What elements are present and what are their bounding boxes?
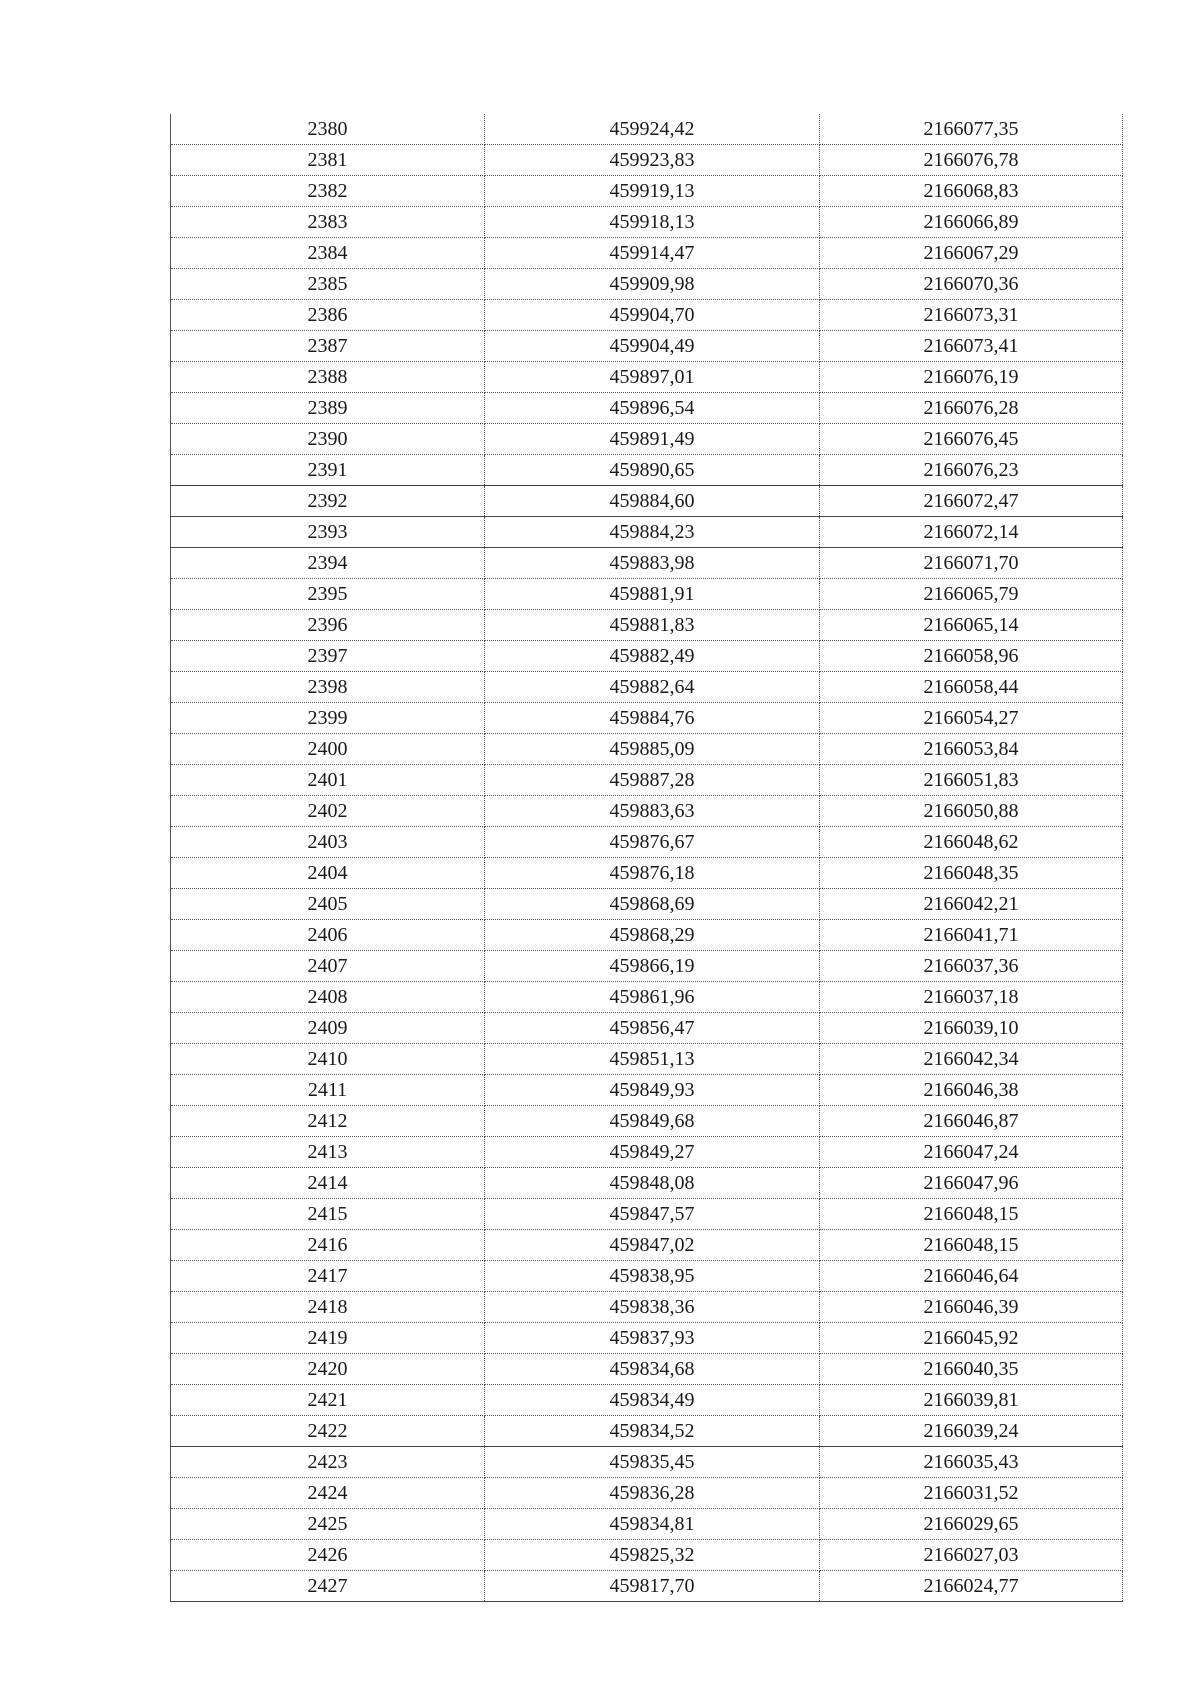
table-row [171, 1571, 1123, 1602]
point-number-cell: 2400 [171, 734, 485, 765]
point-number-cell: 2383 [171, 207, 485, 238]
y-coordinate-cell: 2166042,21 [820, 889, 1123, 920]
y-coordinate-cell: 2166073,41 [820, 331, 1123, 362]
x-coordinate-cell: 459868,29 [485, 920, 820, 951]
x-coordinate-cell: 459883,98 [485, 548, 820, 579]
point-number-cell: 2393 [171, 517, 485, 548]
point-number-cell: 2422 [171, 1416, 485, 1447]
x-coordinate-cell: 459914,47 [485, 238, 820, 269]
point-number-cell: 2412 [171, 1106, 485, 1137]
x-coordinate-cell: 459918,13 [485, 207, 820, 238]
table-row [171, 362, 1123, 393]
x-coordinate-cell: 459817,70 [485, 1571, 820, 1602]
point-number-cell: 2426 [171, 1540, 485, 1571]
table-row [171, 1292, 1123, 1323]
point-number-cell: 2386 [171, 300, 485, 331]
x-coordinate-cell: 459904,49 [485, 331, 820, 362]
table-row [171, 145, 1123, 176]
x-coordinate-cell: 459838,95 [485, 1261, 820, 1292]
point-number-cell: 2390 [171, 424, 485, 455]
table-row [171, 1385, 1123, 1416]
x-coordinate-cell: 459909,98 [485, 269, 820, 300]
y-coordinate-cell: 2166070,36 [820, 269, 1123, 300]
x-coordinate-cell: 459851,13 [485, 1044, 820, 1075]
point-number-cell: 2392 [171, 486, 485, 517]
table-row [171, 1354, 1123, 1385]
y-coordinate-cell: 2166039,10 [820, 1013, 1123, 1044]
y-coordinate-cell: 2166077,35 [820, 114, 1123, 145]
table-row [171, 1416, 1123, 1447]
y-coordinate-cell: 2166076,19 [820, 362, 1123, 393]
y-coordinate-cell: 2166058,96 [820, 641, 1123, 672]
x-coordinate-cell: 459856,47 [485, 1013, 820, 1044]
y-coordinate-cell: 2166072,14 [820, 517, 1123, 548]
x-coordinate-cell: 459883,63 [485, 796, 820, 827]
y-coordinate-cell: 2166037,36 [820, 951, 1123, 982]
point-number-cell: 2424 [171, 1478, 485, 1509]
table-row [171, 1075, 1123, 1106]
point-number-cell: 2420 [171, 1354, 485, 1385]
point-number-cell: 2404 [171, 858, 485, 889]
y-coordinate-cell: 2166076,23 [820, 455, 1123, 486]
y-coordinate-cell: 2166029,65 [820, 1509, 1123, 1540]
y-coordinate-cell: 2166065,14 [820, 610, 1123, 641]
table-row [171, 207, 1123, 238]
x-coordinate-cell: 459924,42 [485, 114, 820, 145]
point-number-cell: 2417 [171, 1261, 485, 1292]
y-coordinate-cell: 2166046,64 [820, 1261, 1123, 1292]
table-row [171, 672, 1123, 703]
y-coordinate-cell: 2166076,78 [820, 145, 1123, 176]
point-number-cell: 2427 [171, 1571, 485, 1602]
y-coordinate-cell: 2166048,62 [820, 827, 1123, 858]
point-number-cell: 2411 [171, 1075, 485, 1106]
point-number-cell: 2394 [171, 548, 485, 579]
x-coordinate-cell: 459884,60 [485, 486, 820, 517]
point-number-cell: 2389 [171, 393, 485, 424]
point-number-cell: 2414 [171, 1168, 485, 1199]
y-coordinate-cell: 2166035,43 [820, 1447, 1123, 1478]
y-coordinate-cell: 2166073,31 [820, 300, 1123, 331]
point-number-cell: 2396 [171, 610, 485, 641]
y-coordinate-cell: 2166046,39 [820, 1292, 1123, 1323]
x-coordinate-cell: 459884,76 [485, 703, 820, 734]
x-coordinate-cell: 459836,28 [485, 1478, 820, 1509]
y-coordinate-cell: 2166048,35 [820, 858, 1123, 889]
point-number-cell: 2418 [171, 1292, 485, 1323]
x-coordinate-cell: 459882,64 [485, 672, 820, 703]
point-number-cell: 2397 [171, 641, 485, 672]
table-row [171, 610, 1123, 641]
x-coordinate-cell: 459897,01 [485, 362, 820, 393]
y-coordinate-cell: 2166041,71 [820, 920, 1123, 951]
table-row [171, 982, 1123, 1013]
x-coordinate-cell: 459881,83 [485, 610, 820, 641]
x-coordinate-cell: 459887,28 [485, 765, 820, 796]
x-coordinate-cell: 459904,70 [485, 300, 820, 331]
y-coordinate-cell: 2166071,70 [820, 548, 1123, 579]
point-number-cell: 2398 [171, 672, 485, 703]
x-coordinate-cell: 459835,45 [485, 1447, 820, 1478]
table-row [171, 424, 1123, 455]
point-number-cell: 2421 [171, 1385, 485, 1416]
y-coordinate-cell: 2166058,44 [820, 672, 1123, 703]
point-number-cell: 2409 [171, 1013, 485, 1044]
point-number-cell: 2395 [171, 579, 485, 610]
x-coordinate-cell: 459923,83 [485, 145, 820, 176]
point-number-cell: 2384 [171, 238, 485, 269]
y-coordinate-cell: 2166047,96 [820, 1168, 1123, 1199]
table-row [171, 548, 1123, 579]
x-coordinate-cell: 459849,27 [485, 1137, 820, 1168]
x-coordinate-cell: 459885,09 [485, 734, 820, 765]
table-row [171, 1323, 1123, 1354]
table-row [171, 455, 1123, 486]
y-coordinate-cell: 2166048,15 [820, 1230, 1123, 1261]
table-row [171, 889, 1123, 920]
x-coordinate-cell: 459847,57 [485, 1199, 820, 1230]
point-number-cell: 2413 [171, 1137, 485, 1168]
point-number-cell: 2388 [171, 362, 485, 393]
y-coordinate-cell: 2166027,03 [820, 1540, 1123, 1571]
table-row [171, 238, 1123, 269]
table-row [171, 1261, 1123, 1292]
table-row [171, 827, 1123, 858]
y-coordinate-cell: 2166076,45 [820, 424, 1123, 455]
table-row [171, 269, 1123, 300]
point-number-cell: 2387 [171, 331, 485, 362]
point-number-cell: 2423 [171, 1447, 485, 1478]
x-coordinate-cell: 459896,54 [485, 393, 820, 424]
y-coordinate-cell: 2166039,81 [820, 1385, 1123, 1416]
table-row [171, 1044, 1123, 1075]
x-coordinate-cell: 459891,49 [485, 424, 820, 455]
x-coordinate-cell: 459847,02 [485, 1230, 820, 1261]
point-number-cell: 2406 [171, 920, 485, 951]
x-coordinate-cell: 459876,18 [485, 858, 820, 889]
point-number-cell: 2408 [171, 982, 485, 1013]
point-number-cell: 2402 [171, 796, 485, 827]
table-row [171, 858, 1123, 889]
table-row [171, 517, 1123, 548]
point-number-cell: 2410 [171, 1044, 485, 1075]
table-row [171, 1168, 1123, 1199]
table-row [171, 1013, 1123, 1044]
point-number-cell: 2381 [171, 145, 485, 176]
table-row [171, 1230, 1123, 1261]
table-row [171, 703, 1123, 734]
y-coordinate-cell: 2166076,28 [820, 393, 1123, 424]
point-number-cell: 2385 [171, 269, 485, 300]
x-coordinate-cell: 459834,68 [485, 1354, 820, 1385]
point-number-cell: 2407 [171, 951, 485, 982]
table-row [171, 1199, 1123, 1230]
table-row [171, 1447, 1123, 1478]
y-coordinate-cell: 2166068,83 [820, 176, 1123, 207]
x-coordinate-cell: 459919,13 [485, 176, 820, 207]
table-row [171, 393, 1123, 424]
y-coordinate-cell: 2166039,24 [820, 1416, 1123, 1447]
x-coordinate-cell: 459890,65 [485, 455, 820, 486]
x-coordinate-cell: 459834,52 [485, 1416, 820, 1447]
table-row [171, 1137, 1123, 1168]
table-row [171, 1478, 1123, 1509]
table-row [171, 331, 1123, 362]
coordinates-table [170, 114, 1123, 1602]
point-number-cell: 2419 [171, 1323, 485, 1354]
x-coordinate-cell: 459861,96 [485, 982, 820, 1013]
x-coordinate-cell: 459881,91 [485, 579, 820, 610]
table-row [171, 951, 1123, 982]
point-number-cell: 2403 [171, 827, 485, 858]
table-row [171, 920, 1123, 951]
y-coordinate-cell: 2166037,18 [820, 982, 1123, 1013]
y-coordinate-cell: 2166050,88 [820, 796, 1123, 827]
y-coordinate-cell: 2166053,84 [820, 734, 1123, 765]
x-coordinate-cell: 459849,93 [485, 1075, 820, 1106]
x-coordinate-cell: 459866,19 [485, 951, 820, 982]
y-coordinate-cell: 2166046,87 [820, 1106, 1123, 1137]
y-coordinate-cell: 2166072,47 [820, 486, 1123, 517]
x-coordinate-cell: 459882,49 [485, 641, 820, 672]
point-number-cell: 2415 [171, 1199, 485, 1230]
point-number-cell: 2391 [171, 455, 485, 486]
y-coordinate-cell: 2166031,52 [820, 1478, 1123, 1509]
point-number-cell: 2425 [171, 1509, 485, 1540]
x-coordinate-cell: 459884,23 [485, 517, 820, 548]
y-coordinate-cell: 2166048,15 [820, 1199, 1123, 1230]
y-coordinate-cell: 2166024,77 [820, 1571, 1123, 1602]
table-row [171, 1106, 1123, 1137]
table-row [171, 486, 1123, 517]
y-coordinate-cell: 2166045,92 [820, 1323, 1123, 1354]
table-row [171, 176, 1123, 207]
point-number-cell: 2416 [171, 1230, 485, 1261]
y-coordinate-cell: 2166047,24 [820, 1137, 1123, 1168]
table-row [171, 1540, 1123, 1571]
y-coordinate-cell: 2166040,35 [820, 1354, 1123, 1385]
table-row [171, 300, 1123, 331]
point-number-cell: 2405 [171, 889, 485, 920]
point-number-cell: 2399 [171, 703, 485, 734]
x-coordinate-cell: 459837,93 [485, 1323, 820, 1354]
coordinates-table-body [171, 114, 1123, 1602]
y-coordinate-cell: 2166054,27 [820, 703, 1123, 734]
point-number-cell: 2401 [171, 765, 485, 796]
y-coordinate-cell: 2166046,38 [820, 1075, 1123, 1106]
point-number-cell: 2380 [171, 114, 485, 145]
table-row [171, 114, 1123, 145]
table-row [171, 579, 1123, 610]
table-row [171, 1509, 1123, 1540]
x-coordinate-cell: 459848,08 [485, 1168, 820, 1199]
table-row [171, 765, 1123, 796]
x-coordinate-cell: 459834,81 [485, 1509, 820, 1540]
y-coordinate-cell: 2166066,89 [820, 207, 1123, 238]
y-coordinate-cell: 2166042,34 [820, 1044, 1123, 1075]
y-coordinate-cell: 2166065,79 [820, 579, 1123, 610]
x-coordinate-cell: 459868,69 [485, 889, 820, 920]
x-coordinate-cell: 459825,32 [485, 1540, 820, 1571]
y-coordinate-cell: 2166051,83 [820, 765, 1123, 796]
table-row [171, 734, 1123, 765]
table-row [171, 796, 1123, 827]
table-row [171, 641, 1123, 672]
point-number-cell: 2382 [171, 176, 485, 207]
y-coordinate-cell: 2166067,29 [820, 238, 1123, 269]
x-coordinate-cell: 459838,36 [485, 1292, 820, 1323]
x-coordinate-cell: 459876,67 [485, 827, 820, 858]
x-coordinate-cell: 459849,68 [485, 1106, 820, 1137]
x-coordinate-cell: 459834,49 [485, 1385, 820, 1416]
